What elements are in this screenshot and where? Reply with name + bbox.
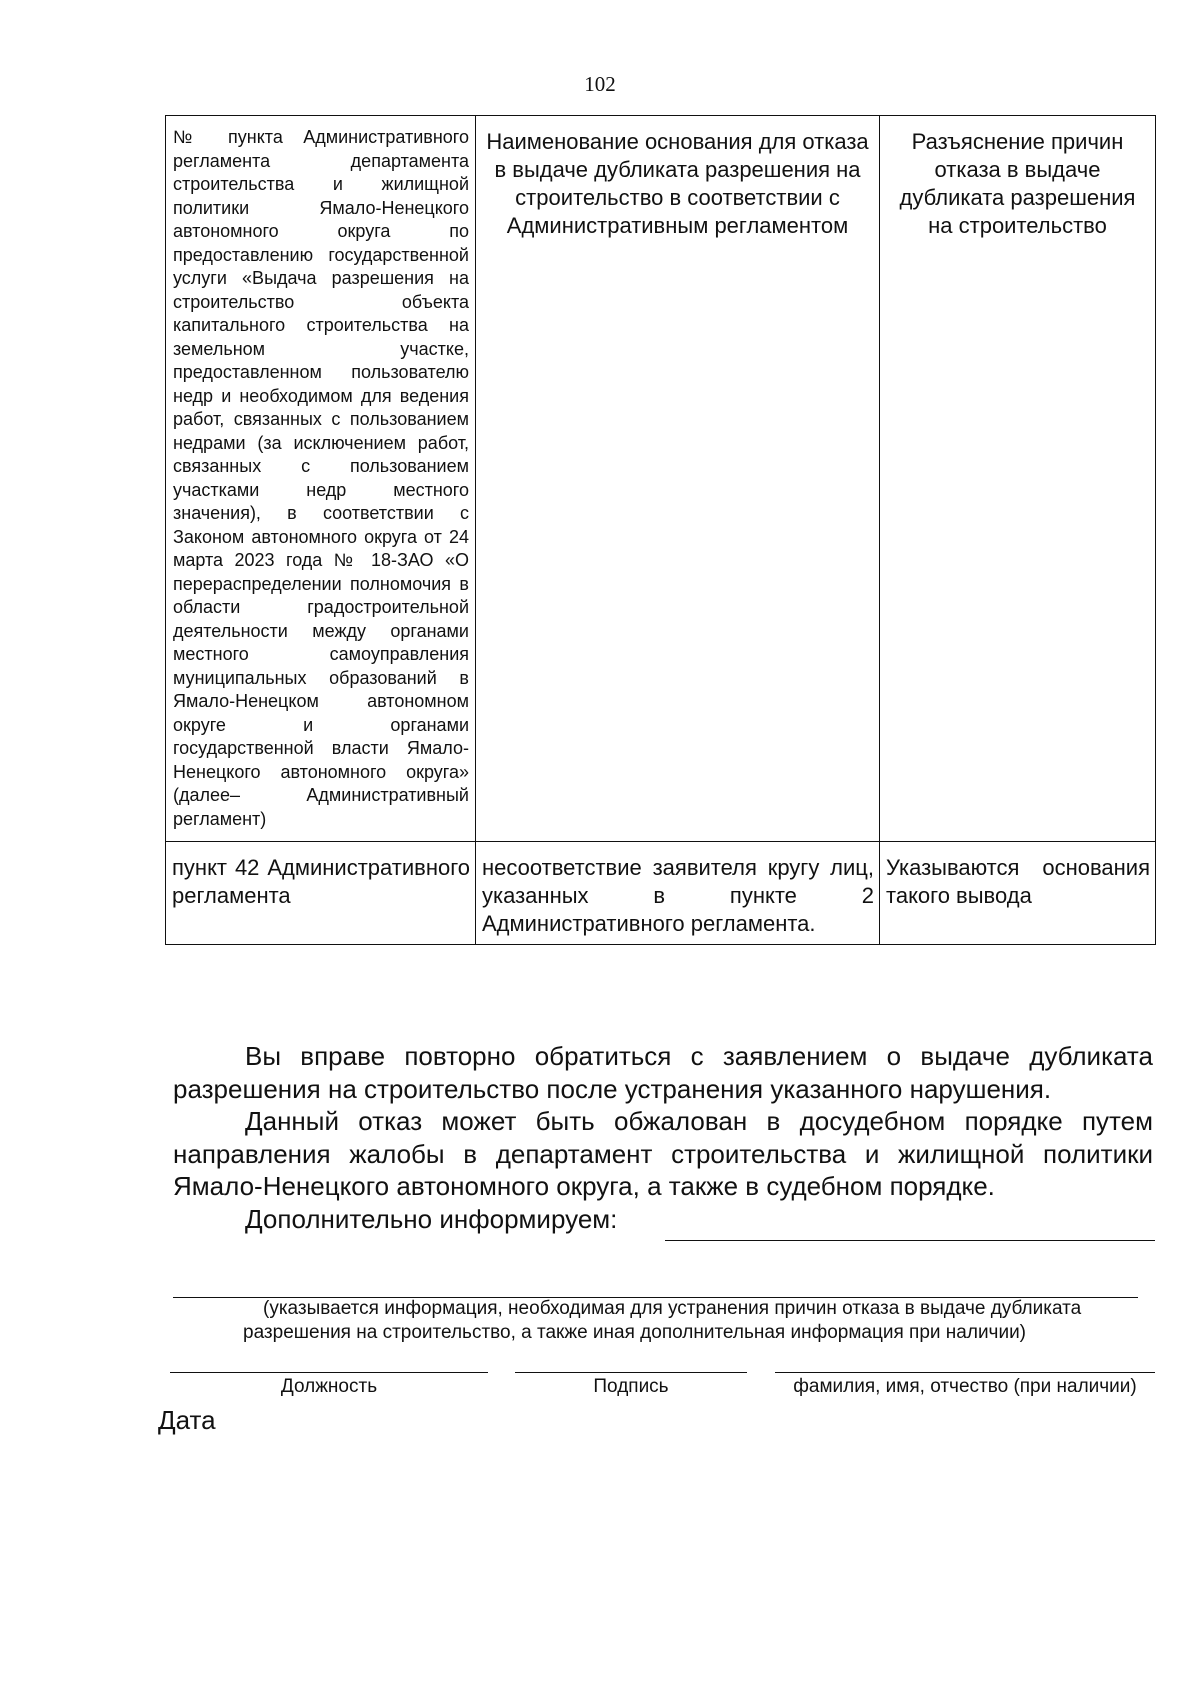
header-regulation-item: № пункта Административного регламента департамента строительства и жилищной политики Ямало-Ненецкого автономного округа по предоставлению государственной услуги «Выдача разрешения на строительство объекта капитального строительства на земельном участке, предоставленном пользователю недр и необходимом для ведения работ, связанных с пользованием недрами (за исключением работ, связанных с пользованием участками недр местного значения), в соответствии с Законом автономного округа от 24 марта 2023 года № 18-ЗАО «О перераспределении полномочия в области градостроительной деятельности между органами местного самоуправления муниципальных образований в Ямало-Ненецком автономном округе и органами государственной власти Ямало-Ненецкого автономного округа» (далее– Административный регламент)	[166, 116, 476, 842]
row-refusal-explanation: Указываются основания такого вывода	[880, 842, 1156, 945]
signature-line	[515, 1372, 747, 1373]
hint-line-2: разрешения на строительство, а также иная дополнительная информация при наличии)	[243, 1322, 1027, 1343]
signature-label: Подпись	[593, 1376, 669, 1397]
full-name-signature-line	[775, 1372, 1155, 1373]
page-number: 102	[584, 72, 616, 96]
paragraph-appeal: Данный отказ может быть обжалован в досудебном порядке путем направления жалобы в департамент строительства и жилищной политики Ямало-Ненецкого автономного округа, а также в судебном порядке.	[173, 1106, 1153, 1201]
row-refusal-ground: несоответствие заявителя кругу лиц, указанных в пункте 2 Административного регламента.	[476, 842, 880, 945]
position-signature-line	[170, 1372, 488, 1373]
hint-line-1: (указывается информация, необходимая для устранения причин отказа в выдаче дубликата	[263, 1298, 1082, 1319]
paragraph-additional-info: Дополнительно информируем:	[245, 1203, 618, 1234]
table-header-row	[166, 116, 1156, 842]
header-refusal-ground: Наименование основания для отказа в выдаче дубликата разрешения на строительство в соответствии с Административным регламентом	[476, 116, 880, 842]
additional-info-hint	[173, 1297, 1138, 1345]
header-refusal-explanation: Разъяснение причин отказа в выдаче дубликата разрешения на строительство	[880, 116, 1156, 842]
refusal-grounds-table	[165, 115, 1156, 945]
table-row	[166, 842, 1156, 945]
row-regulation-item: пункт 42 Административного регламента	[166, 842, 476, 945]
additional-info-line	[665, 1240, 1155, 1241]
full-name-label: фамилия, имя, отчество (при наличии)	[793, 1376, 1137, 1397]
paragraph-reapply: Вы вправе повторно обратиться с заявлением о выдаче дубликата разрешения на строительство после устранения указанного нарушения.	[173, 1041, 1153, 1104]
body-paragraphs	[173, 1040, 1153, 1235]
position-label: Должность	[280, 1376, 378, 1397]
date-label: Дата	[158, 1405, 216, 1435]
